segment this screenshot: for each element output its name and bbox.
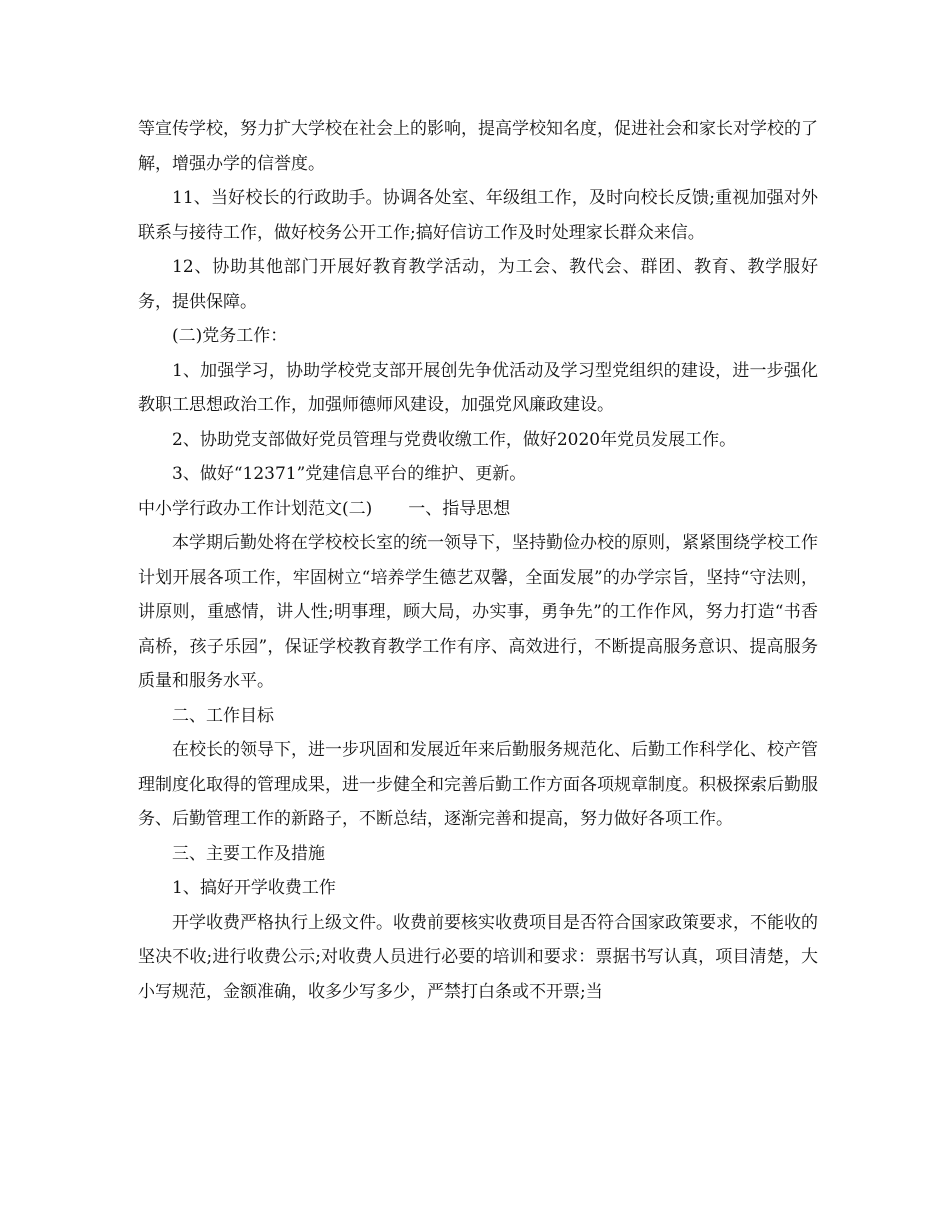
document-body: [138, 112, 818, 1009]
paragraph-party-item-1: 1、加强学习，协助学校党支部开展创先争优活动及学习型党组织的建设，进一步强化教职工思想政治工作，加强师德师风建设，加强党风廉政建设。: [138, 360, 818, 415]
paragraph-work-goals: 在校长的领导下，进一步巩固和发展近年来后勤服务规范化、后勤工作科学化、校产管理制度化取得的管理成果，进一步健全和完善后勤工作方面各项规章制度。积极探索后勤服务、后勤管理工作的新路子，不断总结，逐渐完善和提高，努力做好各项工作。: [138, 740, 818, 829]
document-title-line: [138, 492, 818, 527]
section-heading-work-goals: 二、工作目标: [172, 705, 274, 726]
subheading-fee-collection: 1、搞好开学收费工作: [172, 878, 336, 898]
paragraph-item-12: 12、协助其他部门开展好教育教学活动，为工会、教代会、群团、教育、教学服好务，提供保障。: [138, 257, 818, 312]
section-heading-guiding-ideology: 一、指导思想: [408, 498, 511, 519]
paragraph-continuation: 等宣传学校，努力扩大学校在社会上的影响，提高学校知名度，促进社会和家长对学校的了解，增强办学的信誉度。: [138, 119, 818, 174]
paragraph-party-item-2: 2、协助党支部做好党员管理与党费收缴工作，做好2020年党员发展工作。: [172, 429, 737, 450]
paragraph-guiding-ideology: 本学期后勤处将在学校校长室的统一领导下，坚持勤俭办校的原则，紧紧围绕学校工作计划开展各项工作，牢固树立“培养学生德艺双馨，全面发展”的办学宗旨，坚持“守法则，讲原则，重感情，讲人性;明事理，顾大局，办实事，勇争先”的工作作风，努力打造“书香高桥，孩子乐园”，保证学校教育教学工作有序、高效进行，不断提高服务意识、提高服务质量和服务水平。: [138, 533, 818, 691]
section-heading-party-affairs: (二)党务工作：: [172, 326, 288, 346]
paragraph-item-11: 11、当好校长的行政助手。协调各处室、年级组工作，及时向校长反馈;重视加强对外联系与接待工作，做好校务公开工作;搞好信访工作及时处理家长群众来信。: [138, 188, 818, 243]
paragraph-party-item-3: 3、做好“12371”党建信息平台的维护、更新。: [172, 464, 527, 484]
document-title: 中小学行政办工作计划范文(二): [138, 498, 373, 519]
paragraph-fee-collection: 开学收费严格执行上级文件。收费前要核实收费项目是否符合国家政策要求，不能收的坚决不收;进行收费公示;对收费人员进行必要的培训和要求：票据书写认真，项目清楚，大小写规范，金额准确，收多少写多少，严禁打白条或不开票;当: [138, 912, 818, 1002]
section-heading-main-work: 三、主要工作及措施: [172, 843, 325, 864]
